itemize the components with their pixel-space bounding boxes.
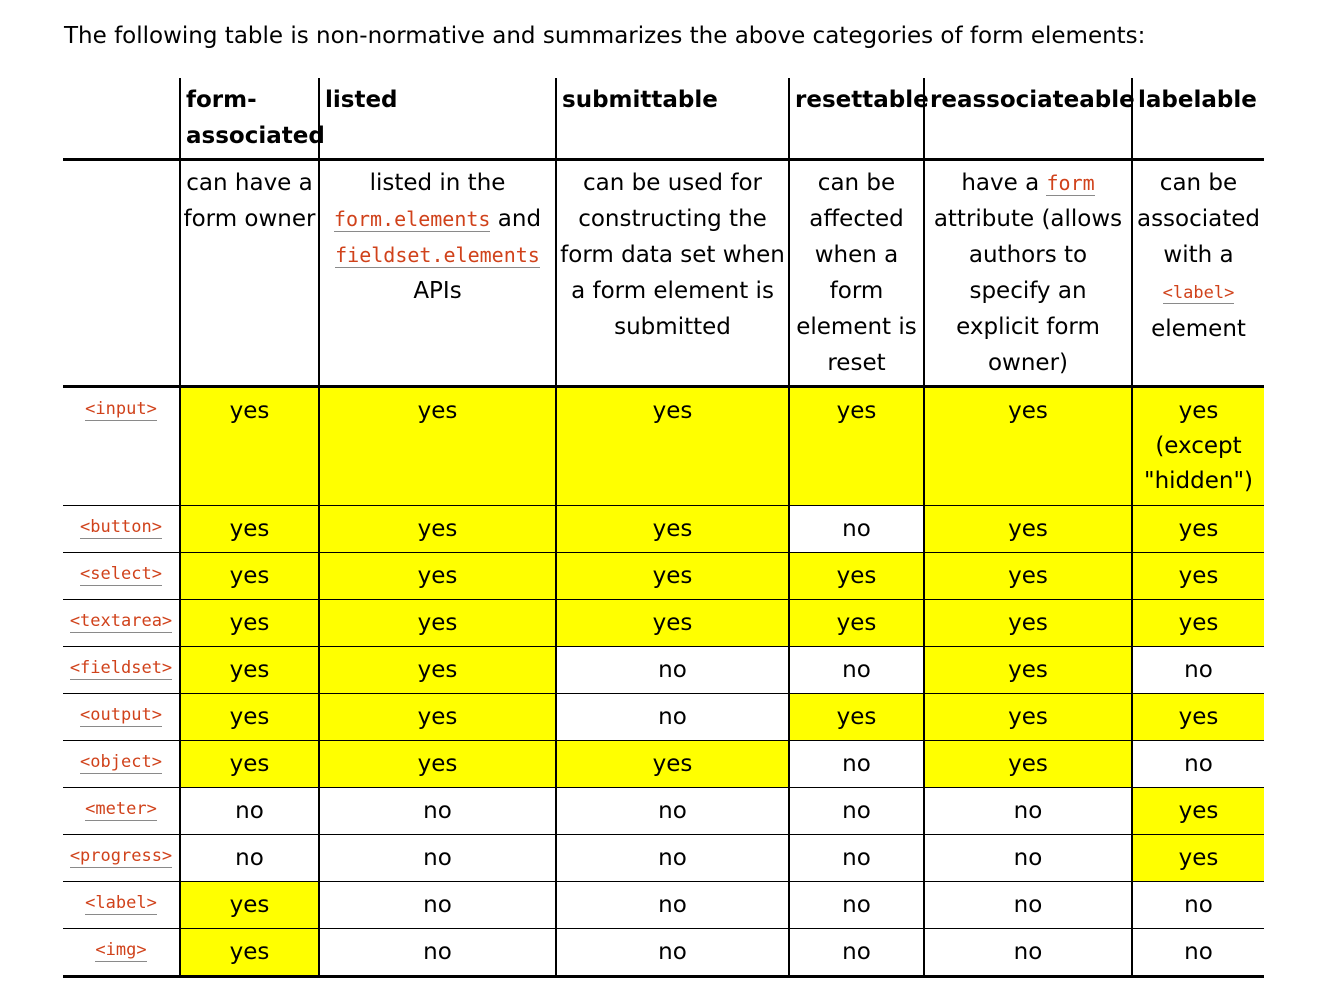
element-cell <box>63 882 180 929</box>
button-element-link[interactable]: <button> <box>80 517 162 537</box>
element-cell <box>63 694 180 741</box>
form-categories-table <box>63 78 1264 978</box>
element-cell <box>63 506 180 553</box>
cell-object-submittable: yes <box>556 741 789 788</box>
textarea-element-link[interactable]: <textarea> <box>69 611 173 631</box>
cell-fieldset-form-associated: yes <box>180 647 319 694</box>
desc-labelable-pre: can be associated with a <box>1136 170 1261 268</box>
form-attribute-link[interactable]: form <box>1046 171 1095 195</box>
cell-textarea-resettable: yes <box>789 600 924 647</box>
select-element-link[interactable]: <select> <box>80 564 162 584</box>
label-element-link[interactable]: <label> <box>1162 283 1235 303</box>
desc-resettable: can be affected when a form element is reset <box>789 160 924 387</box>
description-row <box>63 160 1264 387</box>
cell-img-form-associated: yes <box>180 929 319 977</box>
desc-listed-pre: listed in the <box>369 170 506 196</box>
table-row <box>63 788 1264 835</box>
cell-img-resettable: no <box>789 929 924 977</box>
desc-listed-post: APIs <box>413 278 462 304</box>
element-cell <box>63 387 180 506</box>
cell-button-listed: yes <box>319 506 556 553</box>
cell-label-resettable: no <box>789 882 924 929</box>
element-cell <box>63 647 180 694</box>
cell-select-submittable: yes <box>556 553 789 600</box>
cell-progress-listed: no <box>319 835 556 882</box>
cell-label-reassociateable: no <box>924 882 1132 929</box>
form-elements-link[interactable]: form.elements <box>333 207 491 231</box>
cell-object-labelable: no <box>1132 741 1264 788</box>
cell-select-reassociateable: yes <box>924 553 1132 600</box>
header-labelable: labelable <box>1132 78 1264 160</box>
cell-textarea-submittable: yes <box>556 600 789 647</box>
table-row <box>63 835 1264 882</box>
table-row <box>63 694 1264 741</box>
header-submittable: submittable <box>556 78 789 160</box>
cell-progress-submittable: no <box>556 835 789 882</box>
object-element-link[interactable]: <object> <box>80 752 162 772</box>
cell-input-reassociateable: yes <box>924 387 1132 506</box>
cell-input-submittable: yes <box>556 387 789 506</box>
cell-input-resettable: yes <box>789 387 924 506</box>
cell-select-listed: yes <box>319 553 556 600</box>
cell-output-form-associated: yes <box>180 694 319 741</box>
cell-textarea-reassociateable: yes <box>924 600 1132 647</box>
cell-textarea-labelable: yes <box>1132 600 1264 647</box>
header-reassociateable: reassociateable <box>924 78 1132 160</box>
element-cell <box>63 553 180 600</box>
cell-input-listed: yes <box>319 387 556 506</box>
corner-cell <box>63 78 180 160</box>
header-row <box>63 78 1264 160</box>
desc-labelable <box>1132 160 1264 387</box>
cell-output-reassociateable: yes <box>924 694 1132 741</box>
element-cell <box>63 929 180 977</box>
cell-output-labelable: yes <box>1132 694 1264 741</box>
cell-output-submittable: no <box>556 694 789 741</box>
cell-object-listed: yes <box>319 741 556 788</box>
cell-object-form-associated: yes <box>180 741 319 788</box>
cell-fieldset-reassociateable: yes <box>924 647 1132 694</box>
cell-img-listed: no <box>319 929 556 977</box>
cell-fieldset-submittable: no <box>556 647 789 694</box>
cell-img-reassociateable: no <box>924 929 1132 977</box>
header-listed: listed <box>319 78 556 160</box>
table-row <box>63 647 1264 694</box>
table-row <box>63 506 1264 553</box>
desc-reassociateable <box>924 160 1132 387</box>
cell-meter-resettable: no <box>789 788 924 835</box>
cell-fieldset-resettable: no <box>789 647 924 694</box>
cell-progress-form-associated: no <box>180 835 319 882</box>
cell-progress-resettable: no <box>789 835 924 882</box>
table-row <box>63 553 1264 600</box>
cell-input-form-associated: yes <box>180 387 319 506</box>
cell-fieldset-listed: yes <box>319 647 556 694</box>
cell-textarea-form-associated: yes <box>180 600 319 647</box>
cell-label-form-associated: yes <box>180 882 319 929</box>
desc-reassoc-post: attribute (allows authors to specify an explicit form owner) <box>933 206 1123 376</box>
desc-submittable: can be used for constructing the form data set when a form element is submitted <box>556 160 789 387</box>
header-form-associated: form-associated <box>180 78 319 160</box>
table-row <box>63 600 1264 647</box>
element-cell <box>63 788 180 835</box>
cell-button-submittable: yes <box>556 506 789 553</box>
cell-object-reassociateable: yes <box>924 741 1132 788</box>
description-corner <box>63 160 180 387</box>
cell-button-reassociateable: yes <box>924 506 1132 553</box>
cell-meter-listed: no <box>319 788 556 835</box>
fieldset-elements-link[interactable]: fieldset.elements <box>335 243 540 267</box>
cell-select-labelable: yes <box>1132 553 1264 600</box>
cell-button-labelable: yes <box>1132 506 1264 553</box>
intro-text: The following table is non-normative and summarizes the above categories of form elements: <box>64 23 1146 49</box>
meter-element-link[interactable]: <meter> <box>85 799 157 819</box>
cell-label-labelable: no <box>1132 882 1264 929</box>
desc-listed-and: and <box>497 206 542 232</box>
cell-output-listed: yes <box>319 694 556 741</box>
cell-select-form-associated: yes <box>180 553 319 600</box>
cell-img-submittable: no <box>556 929 789 977</box>
table-row <box>63 741 1264 788</box>
progress-element-link[interactable]: <progress> <box>69 846 173 866</box>
cell-textarea-listed: yes <box>319 600 556 647</box>
cell-button-form-associated: yes <box>180 506 319 553</box>
cell-progress-labelable: yes <box>1132 835 1264 882</box>
cell-meter-submittable: no <box>556 788 789 835</box>
cell-img-labelable: no <box>1132 929 1264 977</box>
cell-fieldset-labelable: no <box>1132 647 1264 694</box>
table-row <box>63 929 1264 977</box>
element-cell <box>63 741 180 788</box>
table-row <box>63 387 1264 506</box>
cell-meter-form-associated: no <box>180 788 319 835</box>
header-resettable: resettable <box>789 78 924 160</box>
cell-label-listed: no <box>319 882 556 929</box>
cell-input-labelable: yes (except "hidden") <box>1132 387 1264 506</box>
desc-form-associated: can have a form owner <box>180 160 319 387</box>
cell-meter-labelable: yes <box>1132 788 1264 835</box>
img-element-link[interactable]: <img> <box>95 940 147 960</box>
element-cell <box>63 835 180 882</box>
cell-button-resettable: no <box>789 506 924 553</box>
desc-listed <box>319 160 556 387</box>
fieldset-element-link[interactable]: <fieldset> <box>69 658 173 678</box>
desc-labelable-post: element <box>1151 316 1246 342</box>
table-row <box>63 882 1264 929</box>
cell-progress-reassociateable: no <box>924 835 1132 882</box>
cell-meter-reassociateable: no <box>924 788 1132 835</box>
cell-label-submittable: no <box>556 882 789 929</box>
cell-object-resettable: no <box>789 741 924 788</box>
cell-output-resettable: yes <box>789 694 924 741</box>
output-element-link[interactable]: <output> <box>80 705 162 725</box>
label-element-link[interactable]: <label> <box>85 893 157 913</box>
desc-reassoc-pre: have a <box>961 170 1040 196</box>
input-element-link[interactable]: <input> <box>85 399 157 419</box>
element-cell <box>63 600 180 647</box>
cell-select-resettable: yes <box>789 553 924 600</box>
